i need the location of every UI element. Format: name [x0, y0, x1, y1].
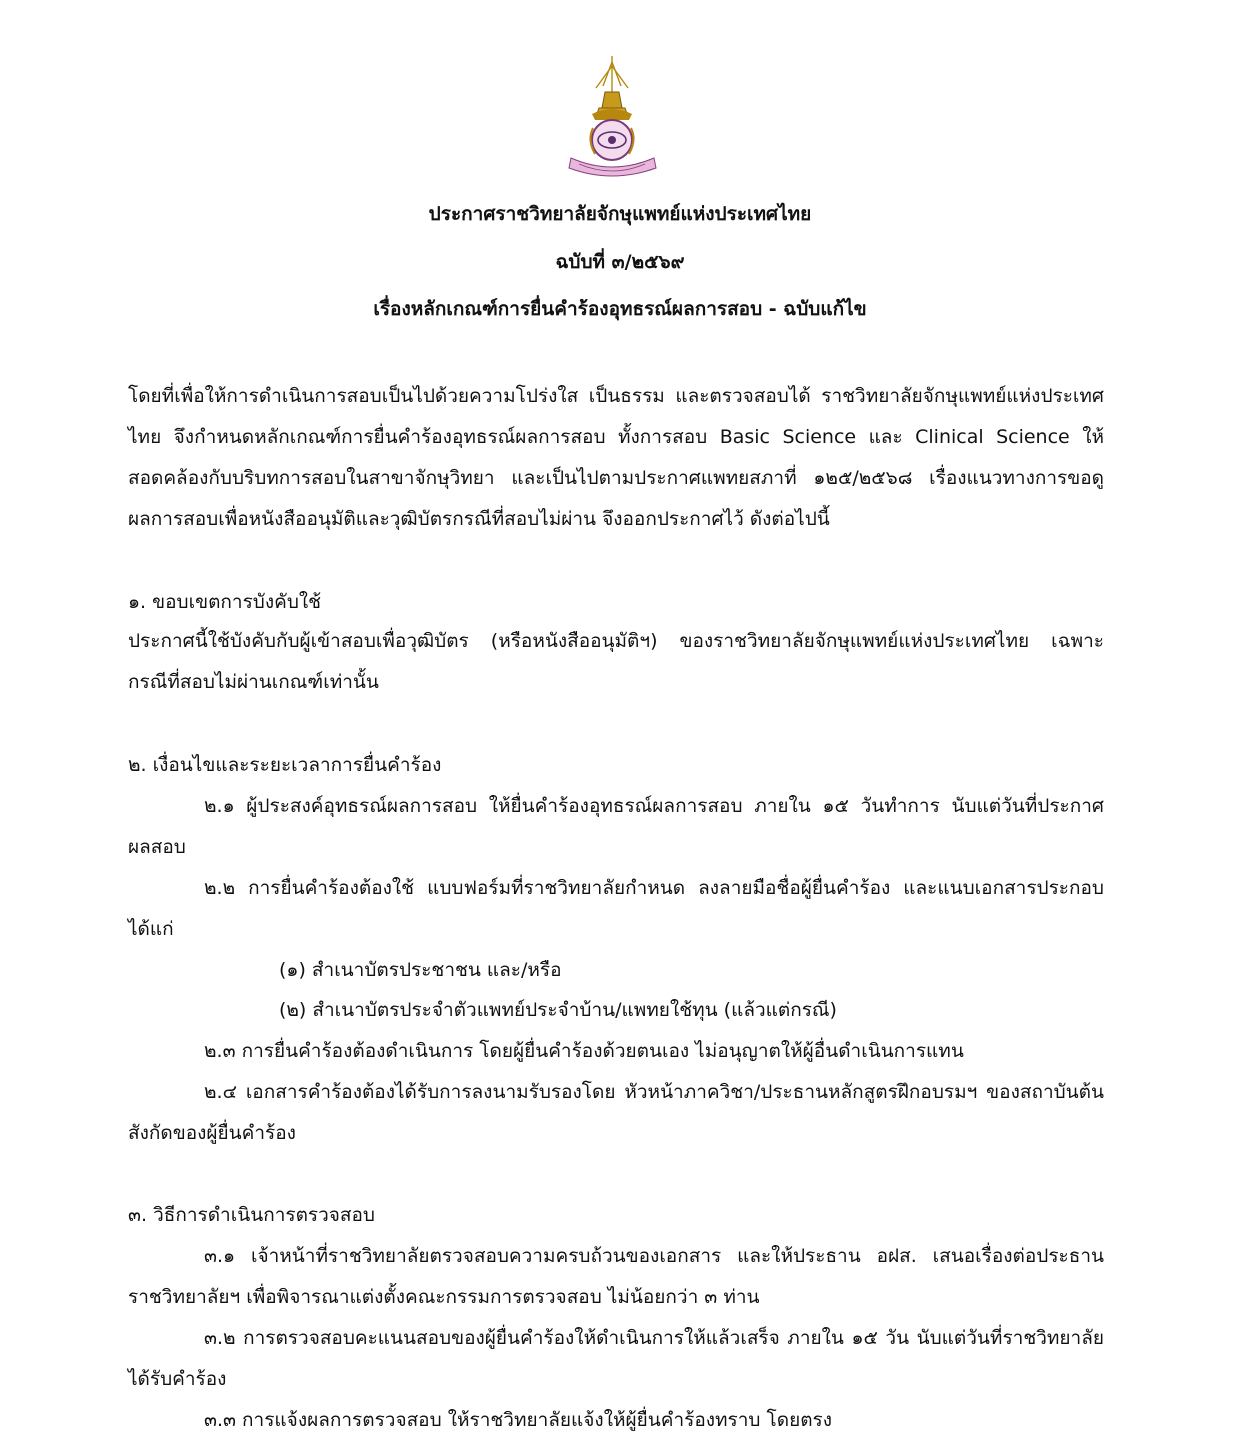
section-3-item-3: ๓.๓ การแจ้งผลการตรวจสอบ ให้ราชวิทยาลัยแจ้งให้ผู้ยื่นคำร้องทราบ โดยตรง: [204, 1409, 833, 1431]
section-2-item-2: ๒.๒ การยื่นคำร้องต้องใช้ แบบฟอร์มที่ราชวิทยาลัยกำหนด ลงลายมือชื่อผู้ยื่นคำร้อง และแนบเอกสารประกอบ: [204, 877, 1104, 899]
section-2-item-2-cont: ได้แก่: [128, 918, 174, 940]
section-1-heading: ๑. ขอบเขตการบังคับใช้: [128, 591, 322, 613]
intro-line: ผลการสอบเพื่อหนังสืออนุมัติและวุฒิบัตรกรณีที่สอบไม่ผ่าน จึงออกประกาศไว้ ดังต่อไปนี้: [128, 508, 830, 530]
intro-line: สอดคล้องกับบริบทการสอบในสาขาจักษุวิทยา และเป็นไปตามประกาศแพทยสภาที่ ๑๒๕/๒๕๖๘ เรื่องแนวทางการขอดู: [128, 467, 1104, 489]
section-2-item-4: ๒.๔ เอกสารคำร้องต้องได้รับการลงนามรับรองโดย หัวหน้าภาควิชา/ประธานหลักสูตรฝึกอบรมฯ ของสถาบันต้น: [204, 1081, 1104, 1103]
section-3-item-1-cont: ราชวิทยาลัยฯ เพื่อพิจารณาแต่งตั้งคณะกรรมการตรวจสอบ ไม่น้อยกว่า ๓ ท่าน: [128, 1286, 760, 1308]
document-title: ประกาศราชวิทยาลัยจักษุแพทย์แห่งประเทศไทย: [428, 203, 812, 225]
section-2-sub-1: (๑) สำเนาบัตรประชาชน และ/หรือ: [279, 959, 562, 981]
section-3-item-2-cont: ได้รับคำร้อง: [128, 1368, 227, 1390]
section-3-item-1: ๓.๑ เจ้าหน้าที่ราชวิทยาลัยตรวจสอบความครบถ้วนของเอกสาร และให้ประธาน อฝส. เสนอเรื่องต่อประธาน: [204, 1245, 1104, 1267]
section-2-item-1: ๒.๑ ผู้ประสงค์อุทธรณ์ผลการสอบ ให้ยื่นคำร้องอุทธรณ์ผลการสอบ ภายใน ๑๕ วันทำการ นับแต่วันที่ประกาศ: [204, 795, 1104, 817]
section-2-sub-2: (๒) สำเนาบัตรประจำตัวแพทย์ประจำบ้าน/แพทยใช้ทุน (แล้วแต่กรณี): [279, 999, 837, 1021]
document-subject: เรื่องหลักเกณฑ์การยื่นคำร้องอุทธรณ์ผลการสอบ - ฉบับแก้ไข: [373, 298, 867, 320]
section-2-item-4-cont: สังกัดของผู้ยื่นคำร้อง: [128, 1122, 296, 1144]
section-1-body: [128, 621, 1104, 703]
section-1-line: ประกาศนี้ใช้บังคับกับผู้เข้าสอบเพื่อวุฒิบัตร (หรือหนังสืออนุมัติฯ) ของราชวิทยาลัยจักษุแพทย์แห่งประเทศไทย เฉพาะ: [128, 630, 1104, 652]
issue-number: ฉบับที่ ๓/๒๕๖๙: [555, 251, 685, 273]
section-2-heading: ๒. เงื่อนไขและระยะเวลาการยื่นคำร้อง: [128, 754, 442, 776]
section-2-item-3: ๒.๓ การยื่นคำร้องต้องดำเนินการ โดยผู้ยื่นคำร้องด้วยตนเอง ไม่อนุญาตให้ผู้อื่นดำเนินการแทน: [204, 1040, 964, 1062]
section-3-heading: ๓. วิธีการดำเนินการตรวจสอบ: [128, 1204, 375, 1226]
section-2-item-1-cont: ผลสอบ: [128, 836, 186, 858]
intro-line: โดยที่เพื่อให้การดำเนินการสอบเป็นไปด้วยความโปร่งใส เป็นธรรม และตรวจสอบได้ ราชวิทยาลัยจักษุแพทย์แห่งประเทศ: [128, 385, 1104, 407]
intro-line: ไทย จึงกำหนดหลักเกณฑ์การยื่นคำร้องอุทธรณ์ผลการสอบ ทั้งการสอบ Basic Science และ Clinical Science ให้: [128, 426, 1104, 448]
section-1-line: กรณีที่สอบไม่ผ่านเกณฑ์เท่านั้น: [128, 671, 379, 693]
intro-paragraph: [128, 376, 1104, 540]
section-3-item-2: ๓.๒ การตรวจสอบคะแนนสอบของผู้ยื่นคำร้องให้ดำเนินการให้แล้วเสร็จ ภายใน ๑๕ วัน นับแต่วันที่ราชวิทยาลัย: [204, 1327, 1104, 1349]
royal-college-emblem: [565, 52, 660, 182]
